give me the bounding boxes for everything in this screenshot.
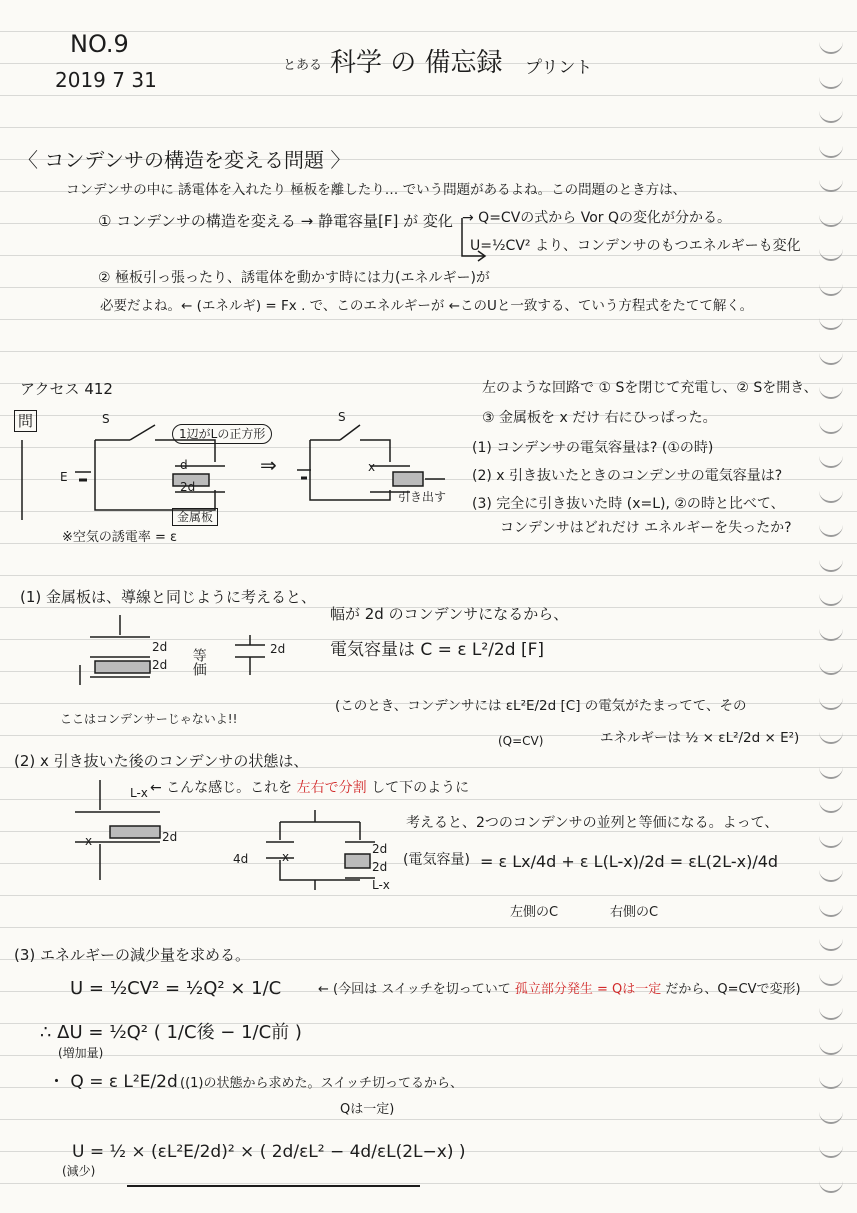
gap-label-2d: 2d (180, 480, 196, 494)
step1-u-text: U=½CV² より、コンデンサのもつエネルギーも変化 (470, 238, 801, 254)
energy-equation: U = ½CV² = ½Q² × 1/C (70, 978, 282, 999)
problem-desc-2: ③ 金属板を x だけ 右にひっぱった。 (482, 410, 717, 426)
fig2-right-gap-1: 2d (372, 842, 388, 856)
note-date: 2019 7 31 (55, 68, 157, 92)
charge-note-2: Qは一定) (340, 1102, 395, 1117)
answer2-head: (2) x 引き抜いた後のコンデンサの状態は、 (14, 752, 309, 770)
not-capacitor-note: ここはコンデンサーじゃないよ!! (60, 712, 238, 726)
title-suffix: プリント (525, 58, 593, 78)
question-3a: (3) 完全に引き抜いた時 (x=L), ②の時と比べて、 (472, 496, 785, 512)
permittivity-note: ※空気の誘電率 = ε (62, 530, 178, 545)
answer1-charge-note: (このとき、コンデンサには εL²E/2d [C] の電気がたまってて、その (335, 698, 747, 714)
isolated-charge-highlight: 孤立部分発生 = Qは一定 (514, 982, 662, 997)
charge-equation: ・ Q = ε L²E/2d (48, 1072, 178, 1092)
eq-note-pre: ← (今回は スイッチを切っていて (318, 982, 515, 997)
underline-stroke (125, 1180, 425, 1190)
title-prefix: とある (283, 58, 323, 73)
fig2-remaining-length: L-x (130, 786, 148, 800)
fig2-left-gap: 4d (233, 852, 249, 866)
decrease-label: (減少) (62, 1164, 96, 1178)
step2-line2: 必要だよね。← (エネルギ) = Fx . で、このエネルギーが ←このUと一致する、ていう方程式をたてて解く。 (100, 298, 754, 314)
eq-note-post: だから、Q=CVで変形) (661, 982, 801, 997)
gap-label-d: d (180, 458, 188, 472)
pull-out-label: 引き出す (398, 490, 447, 504)
delta-u-equation: ∴ ΔU = ½Q² ( 1/C後 − 1/C前 ) (40, 1022, 302, 1043)
step2-line1: ② 極板引っ張ったり、誘電体を動かす時には力(エネルギー)が (98, 270, 490, 286)
answer3-head: (3) エネルギーの減少量を求める。 (14, 946, 251, 964)
fig2-left-width: x (282, 850, 290, 864)
equivalent-label: 等価 (190, 648, 207, 676)
split-figure (70, 780, 400, 890)
step1-q-text: → Q=CVの式から Vor Qの変化が分かる。 (462, 210, 732, 226)
fig1-gap-2: 2d (152, 658, 168, 672)
problem-desc-1: 左のような回路で ① Sを閉じて充電し、② Sを開き、 (482, 380, 818, 396)
section-title: 〈 コンデンサの構造を変える問題 〉 (18, 148, 351, 172)
increase-label: (増加量) (58, 1046, 104, 1060)
pull-distance-label: x (368, 460, 376, 474)
fig2-right-gap-2: 2d (372, 860, 388, 874)
decrease-equation: U = ½ × (εL²E/2d)² × ( 2d/εL² − 4d/εL(2L−x) ) (72, 1142, 466, 1162)
binder-rings (819, 40, 843, 1213)
qcv-label: (Q=CV) (498, 734, 544, 748)
battery-label: E (60, 470, 68, 484)
answer1-head: (1) 金属板は、導線と同じように考えると、 (20, 588, 317, 606)
fig1-gap-1: 2d (152, 640, 168, 654)
answer2-split-highlight: 左右で分割 (296, 780, 367, 796)
answer1-energy-note: エネルギーは ½ × εL²/2d × E²) (600, 730, 800, 746)
fig1-total-gap: 2d (270, 642, 286, 656)
answer2-line1-pre: ← こんな感じ。これを (150, 780, 297, 796)
question-3b: コンデンサはどれだけ エネルギーを失ったか? (500, 520, 792, 536)
answer2-formula: = ε Lx/4d + ε L(L-x)/2d = εL(2L-x)/4d (480, 852, 779, 871)
problem-tag: 問 (14, 410, 37, 432)
metal-plate-label: 金属板 (172, 508, 218, 526)
note-number: NO.9 (70, 30, 129, 58)
answer1-capacitance: 電気容量は C = ε L²/2d [F] (330, 640, 544, 660)
svg-text:⇒: ⇒ (260, 453, 277, 477)
step1-text: ① コンデンサの構造を変える → 静電容量[F] が 変化 (98, 212, 453, 230)
intro-text: コンデンサの中に 誘電体を入れたり 極板を離したり… でいう問題があるよね。この問題のとき方は、 (66, 182, 687, 198)
page-title: 科学 の 備忘録 (330, 48, 503, 78)
right-capacitance-label: 右側のC (610, 905, 659, 920)
answer1-line1: 幅が 2d のコンデンサになるから、 (330, 605, 569, 623)
question-2: (2) x 引き抜いたときのコンデンサの電気容量は? (472, 468, 783, 484)
charge-note-1: ((1)の状態から求めた。スイッチ切ってるから、 (180, 1076, 463, 1091)
branch-arrow (458, 216, 488, 266)
fig2-right-width: L-x (372, 878, 390, 892)
fig2-gap: 2d (162, 830, 178, 844)
switch-label-2: S (338, 410, 346, 424)
answer2-line2: 考えると、2つのコンデンサの並列と等価になる。よって、 (406, 815, 779, 831)
fig2-pulled-length: x (85, 834, 93, 848)
plate-size-note: 1辺がLの正方形 (172, 424, 272, 444)
access-label: アクセス 412 (20, 380, 113, 398)
energy-equation-note (318, 982, 801, 998)
capacitance-label: (電気容量) (403, 852, 470, 868)
answer2-line1-post: して下のように (366, 780, 470, 796)
left-capacitance-label: 左側のC (510, 905, 559, 920)
question-1: (1) コンデンサの電気容量は? (①の時) (472, 440, 714, 456)
section-title-text: コンデンサの構造を変える問題 (44, 148, 324, 172)
switch-label-1: S (102, 412, 110, 426)
margin-line (18, 440, 28, 520)
